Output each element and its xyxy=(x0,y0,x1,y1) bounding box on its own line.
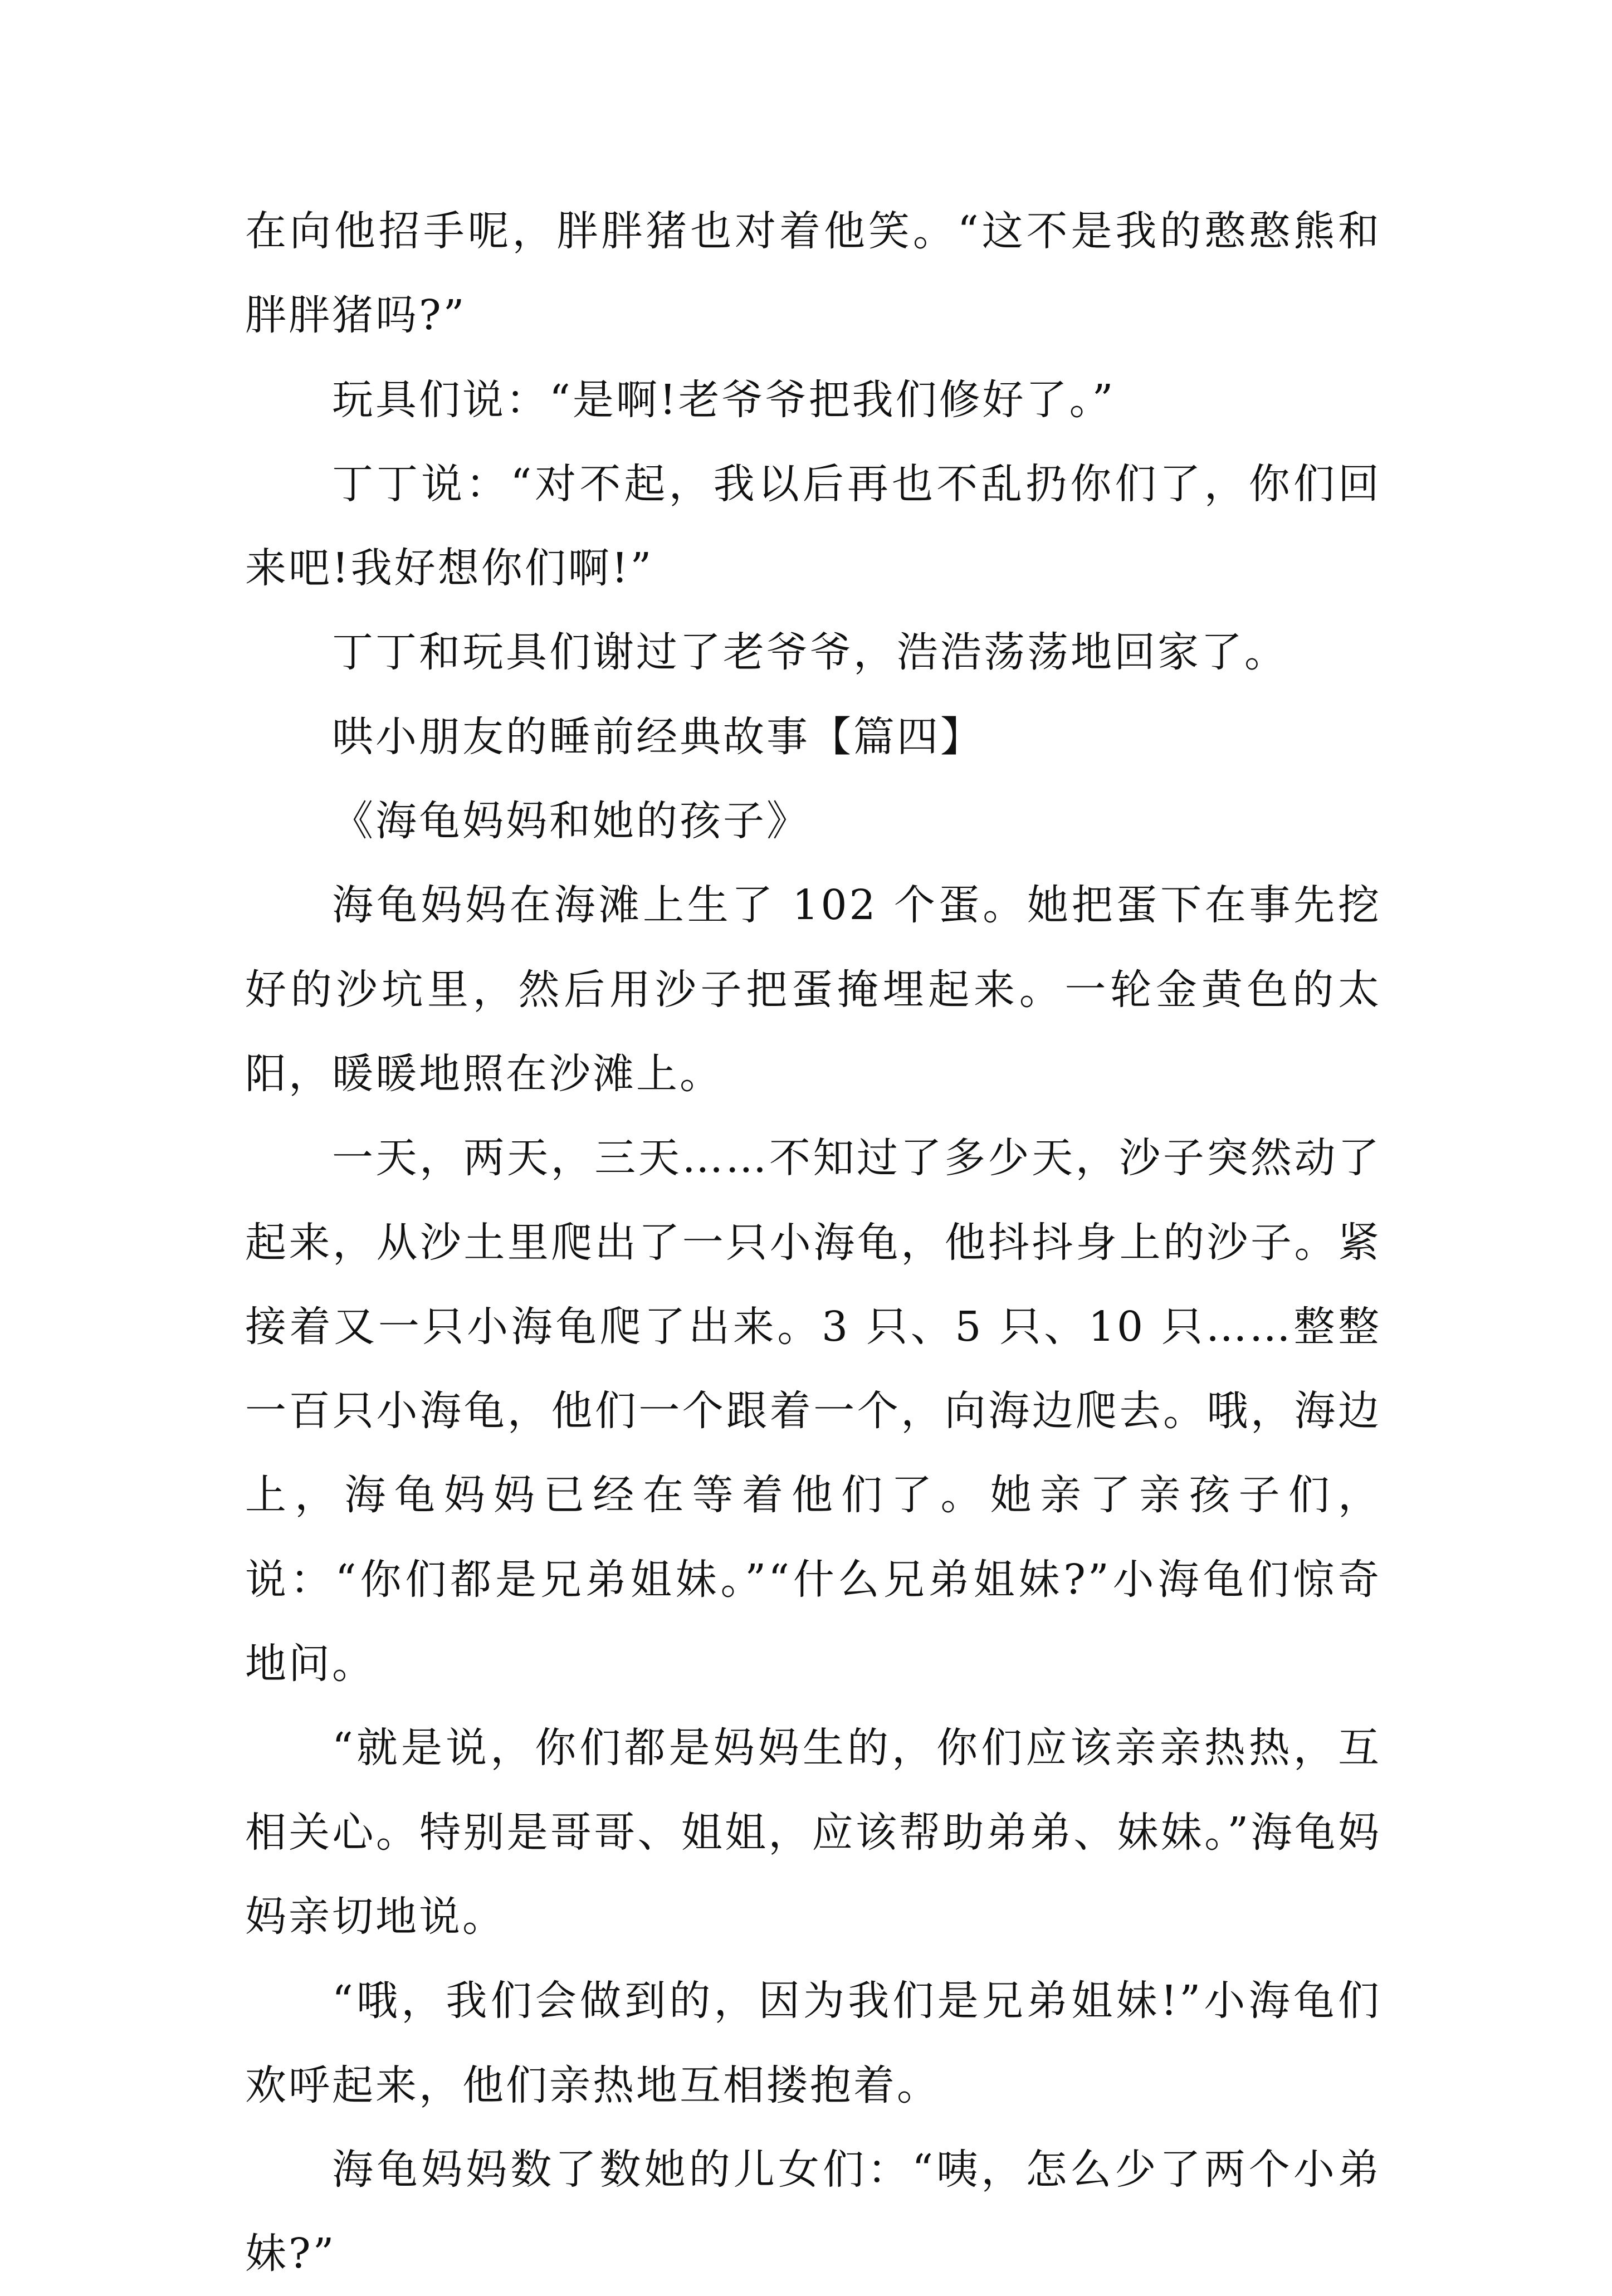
paragraph: “就是说，你们都是妈妈生的，你们应该亲亲热热，互相关心。特别是哥哥、姐姐，应该帮助弟弟、妹妹。”海龟妈妈亲切地说。 xyxy=(245,1724,1381,1941)
body-text xyxy=(245,189,1381,2296)
story-title: 《海龟妈妈和她的孩子》 xyxy=(332,797,810,846)
paragraph: 丁丁和玩具们谢过了老爷爷，浩浩荡荡地回家了。 xyxy=(332,628,1288,677)
paragraph: 海龟妈妈在海滩上生了 102 个蛋。她把蛋下在事先挖好的沙坑里，然后用沙子把蛋掩埋起来。一轮金黄色的太阳，暖暖地照在沙滩上。 xyxy=(245,881,1381,1098)
paragraph: “哦，我们会做到的，因为我们是兄弟姐妹!”小海龟们欢呼起来，他们亲热地互相搂抱着。 xyxy=(245,1977,1381,2109)
paragraph: 丁丁说：“对不起，我以后再也不乱扔你们了，你们回来吧!我好想你们啊!” xyxy=(245,460,1381,593)
section-heading: 哄小朋友的睡前经典故事【篇四】 xyxy=(332,712,984,761)
paragraph: 在向他招手呢，胖胖猪也对着他笑。“这不是我的憨憨熊和胖胖猪吗?” xyxy=(245,207,1381,340)
paragraph: 海龟妈妈数了数她的儿女们：“咦，怎么少了两个小弟妹?” xyxy=(245,2145,1381,2278)
paragraph: 玩具们说：“是啊!老爷爷把我们修好了。” xyxy=(332,375,1116,424)
paragraph: 一天，两天，三天……不知过了多少天，沙子突然动了起来，从沙土里爬出了一只小海龟，他抖抖身上的沙子。紧接着又一只小海龟爬了出来。3 只、5 只、10 只……整整一百只小海龟，他们一个跟着一个，向海边爬去。哦，海边上，海龟妈妈已经在等着他们了。她亲了亲孩子们，说：“你们都是兄弟姐妹。”“什么兄弟姐妹?”小海龟们惊奇地问。 xyxy=(245,1134,1381,1688)
